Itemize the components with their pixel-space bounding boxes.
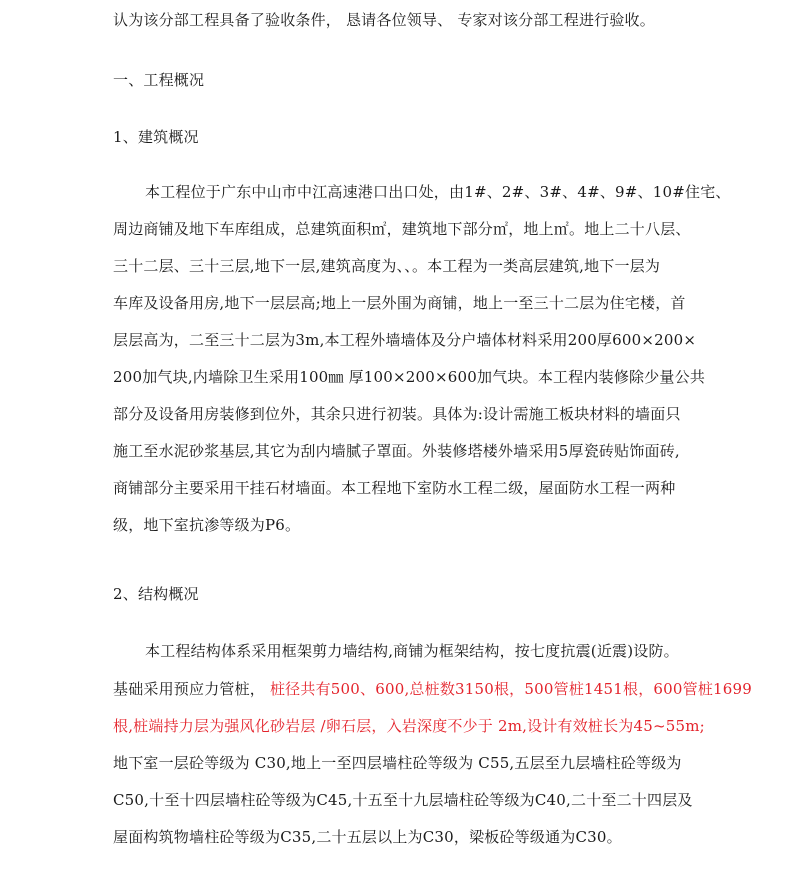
para1-line: 本工程位于广东中山市中江高速港口出口处，由1#、2#、3#、4#、9#、10#住宅、 <box>145 183 731 201</box>
para1-line: 车库及设备用房,地下一层层高;地上一层外围为商铺，地上一至三十二层为住宅楼，首 <box>113 294 686 312</box>
para2-line: 地下室一层砼等级为 C30,地上一至四层墙柱砼等级为 C55,五层至九层墙柱砼等级为 <box>113 754 682 772</box>
subsection-heading-structure: 2、结构概况 <box>113 585 199 603</box>
para1-line: 周边商铺及地下车库组成，总建筑面积㎡，建筑地下部分㎡，地上㎡。地上二十八层、 <box>113 220 691 238</box>
para1-line: 层层高为，二至三十二层为3m,本工程外墙墙体及分户墙体材料采用200厚600×200× <box>113 331 697 349</box>
para2-text: 基础采用预应力管桩， <box>113 680 266 698</box>
pile-spec-highlight: 桩径共有500、600,总桩数3150根，500管桩1451根，600管桩1699 <box>265 680 752 698</box>
para1-line: 部分及设备用房装修到位外，其余只进行初装。具体为:设计需施工板块材料的墙面只 <box>113 405 681 423</box>
para1-line: 级，地下室抗渗等级为P6。 <box>113 516 301 534</box>
para1-line: 三十二层、三十三层,地下一层,建筑高度为、、。本工程为一类高层建筑,地下一层为 <box>113 257 661 275</box>
para1-line: 200加气块,内墙除卫生采用100㎜ 厚100×200×600加气块。本工程内装修除少量公共 <box>113 368 706 386</box>
intro-line: 认为该分部工程具备了验收条件， 恳请各位领导、 专家对该分部工程进行验收。 <box>113 11 655 29</box>
para1-line: 施工至水泥砂浆基层,其它为刮内墙腻子罩面。外装修塔楼外墙采用5厚瓷砖贴饰面砖, <box>113 442 680 460</box>
section-heading-project-overview: 一、工程概况 <box>113 71 205 89</box>
para1-line: 商铺部分主要采用干挂石材墙面。本工程地下室防水工程二级，屋面防水工程一两种 <box>113 479 676 497</box>
subsection-heading-building: 1、建筑概况 <box>113 128 199 146</box>
para2-line: 本工程结构体系采用框架剪力墙结构,商铺为框架结构，按七度抗震(近震)设防。 <box>145 642 679 660</box>
para2-line: C50,十至十四层墙柱砼等级为C45,十五至十九层墙柱砼等级为C40,二十至二十四层及 <box>113 791 693 809</box>
pile-spec-highlight-line: 根,桩端持力层为强风化砂岩层 /卵石层，入岩深度不少于 2m,设计有效桩长为45~55m; <box>113 717 705 735</box>
para2-line: 屋面构筑物墙柱砼等级为C35,二十五层以上为C30，梁板砼等级通为C30。 <box>113 828 622 846</box>
para2-line-mixed <box>113 679 752 699</box>
